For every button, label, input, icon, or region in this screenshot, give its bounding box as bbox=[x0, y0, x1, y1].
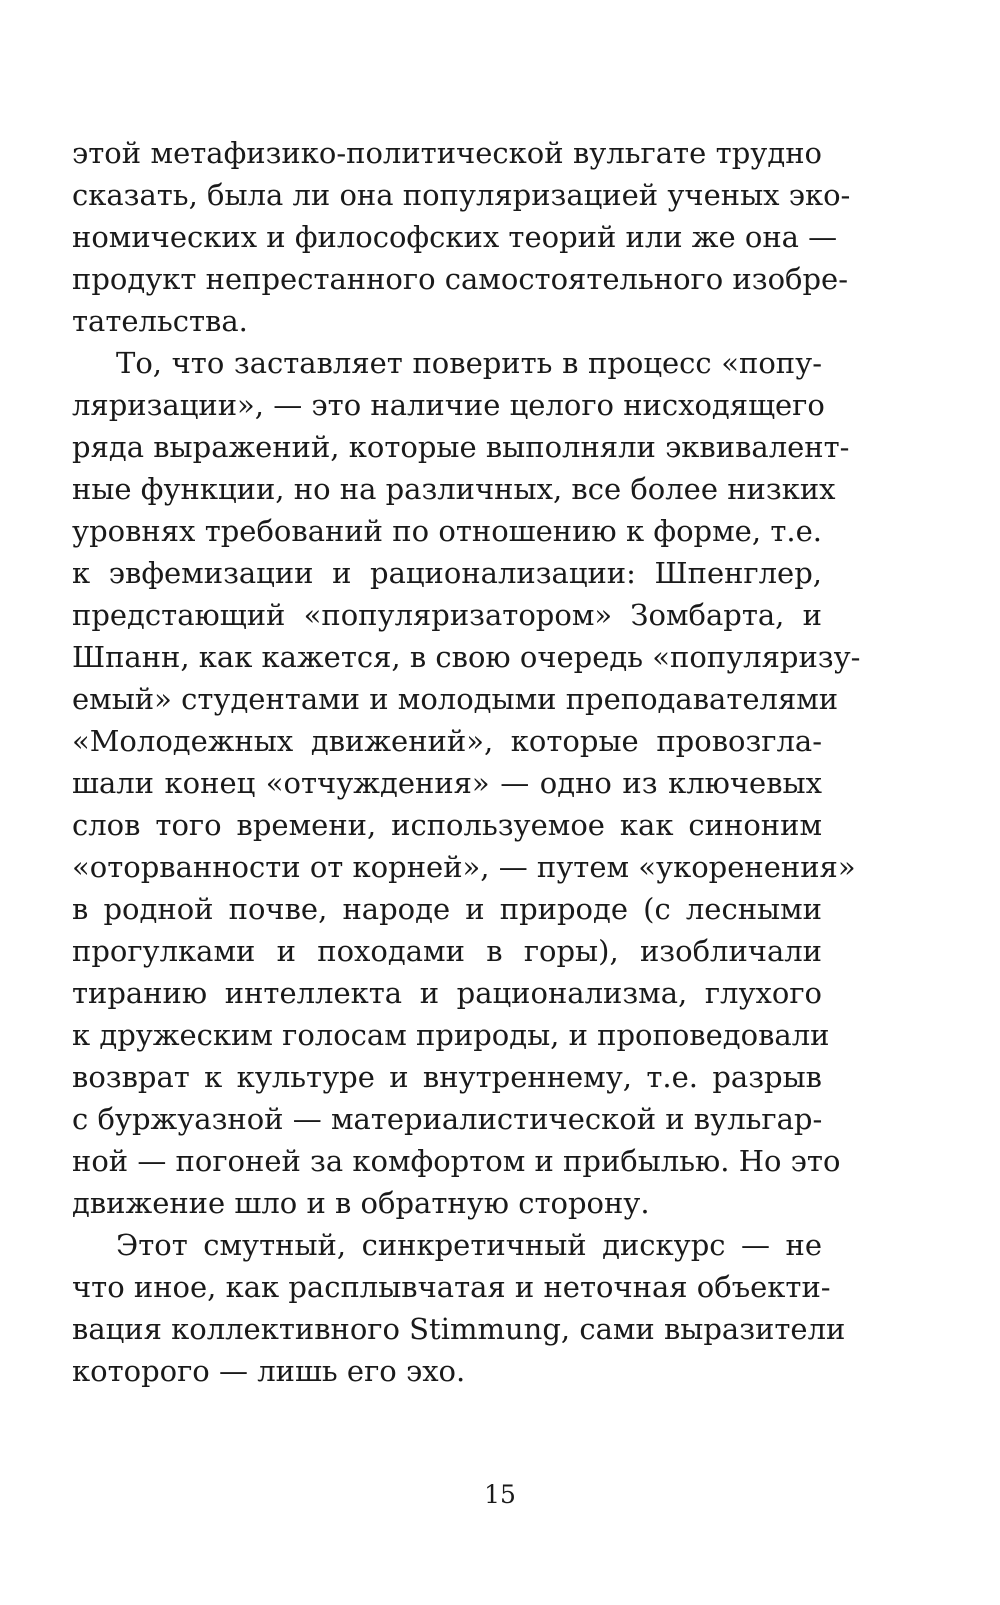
text-line: ряда выражений, которые выполняли эквивалент- bbox=[72, 430, 850, 464]
text-line: что иное, как расплывчатая и неточная объекти- bbox=[72, 1270, 831, 1304]
text-line: движение шло и в обратную сторону. bbox=[72, 1186, 650, 1220]
text-line: номических и философских теорий или же она — bbox=[72, 220, 838, 254]
text-line: тиранию интеллекта и рационализма, глухого bbox=[72, 976, 822, 1010]
text-line: «оторванности от корней», — путем «укоренения» bbox=[72, 850, 856, 884]
body-text bbox=[72, 132, 861, 1392]
text-line: с буржуазной — материалистической и вульгар- bbox=[72, 1102, 823, 1136]
text-line: которого — лишь его эхо. bbox=[72, 1354, 466, 1388]
text-line: возврат к культуре и внутреннему, т.е. разрыв bbox=[72, 1060, 822, 1094]
text-line: ной — погоней за комфортом и прибылью. Но это bbox=[72, 1144, 841, 1178]
text-line: слов того времени, используемое как синоним bbox=[72, 808, 822, 842]
text-line: вация коллективного Stimmung, сами выразители bbox=[72, 1312, 846, 1346]
text-line: То, что заставляет поверить в процесс «попу- bbox=[116, 346, 822, 380]
paragraph-3 bbox=[72, 1224, 846, 1392]
paragraph-2 bbox=[72, 342, 861, 1224]
text-line: шали конец «отчуждения» — одно из ключевых bbox=[72, 766, 822, 800]
paragraph-1 bbox=[72, 132, 851, 342]
text-line: ляризации», — это наличие целого нисходящего bbox=[72, 388, 825, 422]
text-line: ные функции, но на различных, все более низких bbox=[72, 472, 836, 506]
text-line: уровнях требований по отношению к форме, т.е. bbox=[72, 514, 822, 548]
text-line: прогулками и походами в горы), изобличали bbox=[72, 934, 822, 968]
text-line: этой метафизико-политической вульгате трудно bbox=[72, 136, 822, 170]
text-line: «Молодежных движений», которые провозгла- bbox=[72, 724, 822, 758]
text-line: предстающий «популяризатором» Зомбарта, и bbox=[72, 598, 822, 632]
text-line: емый» студентами и молодыми преподавателями bbox=[72, 682, 839, 716]
text-line: к дружеским голосам природы, и проповедовали bbox=[72, 1018, 830, 1052]
text-line: к эвфемизации и рационализации: Шпенглер, bbox=[72, 556, 822, 590]
text-line: тательства. bbox=[72, 304, 248, 338]
page-number: 15 bbox=[484, 1480, 516, 1509]
text-line: сказать, была ли она популяризацией ученых эко- bbox=[72, 178, 851, 212]
text-line: Этот смутный, синкретичный дискурс — не bbox=[116, 1228, 822, 1262]
text-line: в родной почве, народе и природе (с лесными bbox=[72, 892, 822, 926]
text-line: Шпанн, как кажется, в свою очередь «популяризу- bbox=[72, 640, 861, 674]
text-line: продукт непрестанного самостоятельного изобре- bbox=[72, 262, 849, 296]
